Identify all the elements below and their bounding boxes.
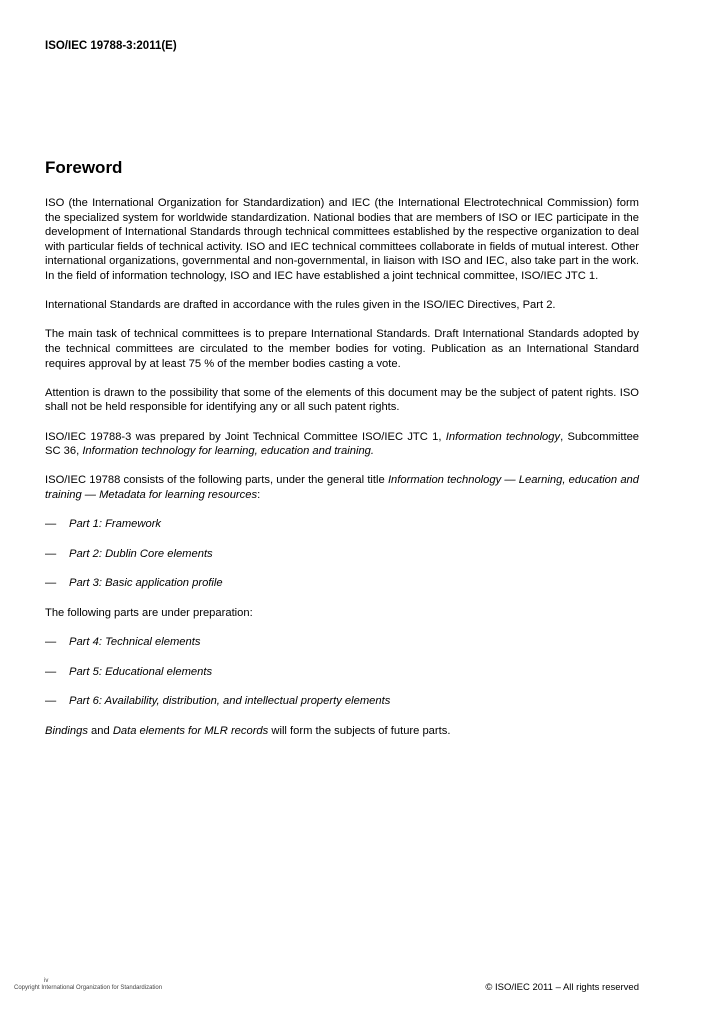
closing-data-elements: Data elements for MLR records <box>112 724 269 737</box>
paragraph-closing <box>45 724 639 739</box>
document-id-header: ISO/IEC 19788-3:2011(E) <box>45 40 177 52</box>
foreword-body <box>45 196 639 753</box>
list-item <box>45 635 639 650</box>
consists-of-colon: : <box>257 488 261 501</box>
paragraph-directives: International Standards are drafted in accordance with the rules given in the ISO/IEC Directives, Part 2. <box>45 299 556 312</box>
paragraph-prepared-by <box>45 430 639 459</box>
dash-bullet: — <box>45 518 57 531</box>
part-label: Part 6: Availability, distribution, and intellectual property elements <box>69 695 391 708</box>
page-number: iv <box>44 978 49 984</box>
part-label: Part 3: Basic application profile <box>69 577 223 590</box>
part-label: Part 2: Dublin Core elements <box>69 547 213 560</box>
dash-bullet: — <box>45 665 57 678</box>
part-label: Part 1: Framework <box>69 518 162 531</box>
dash-bullet: — <box>45 547 57 560</box>
closing-rest: will form the subjects of future parts. <box>268 724 451 737</box>
paragraph-main-task: The main task of technical committees is to prepare International Standards. Draft International Standards adopted by the technical committees are circulated to the member bodies for voting. Publication as an International Standard requires approval by at least 75 % of the member bodies casting a vote. <box>45 328 639 370</box>
list-item <box>45 547 639 562</box>
general-title: Information technology — Learning, education and training — Metadata for learning resources <box>45 474 639 501</box>
section-title: Foreword <box>45 158 123 177</box>
paragraph-consists-of <box>45 473 639 502</box>
dash-bullet: — <box>45 577 57 590</box>
list-item <box>45 665 639 680</box>
paragraph-patent: Attention is drawn to the possibility that some of the elements of this document may be the subject of patent rights. ISO shall not be held responsible for identifying any or all such patent rights. <box>45 386 639 414</box>
copyright-notice: © ISO/IEC 2011 – All rights reserved <box>485 982 639 993</box>
part-label: Part 4: Technical elements <box>69 636 201 649</box>
list-item <box>45 576 639 591</box>
consists-of-text: ISO/IEC 19788 consists of the following parts, under the general title <box>45 474 388 487</box>
list-item <box>45 517 639 532</box>
dash-bullet: — <box>45 636 57 649</box>
prepared-by-title: Information technology <box>445 430 561 443</box>
paragraph-under-preparation: The following parts are under preparation: <box>45 606 253 619</box>
list-item <box>45 694 639 709</box>
copyright-watermark: Copyright International Organization for Standardization <box>14 985 163 991</box>
part-label: Part 5: Educational elements <box>69 665 213 678</box>
prepared-by-text: ISO/IEC 19788-3 was prepared by Joint Technical Committee ISO/IEC JTC 1, <box>45 430 446 443</box>
closing-and: and <box>87 724 113 737</box>
prepared-by-subcommittee: , Subcommittee SC 36, <box>45 430 640 458</box>
dash-bullet: — <box>45 695 57 708</box>
paragraph-intro: ISO (the International Organization for Standardization) and IEC (the International Electrotechnical Commission) form the specialized system for worldwide standardization. National bodies that are members of ISO or IEC participate in the development of International Standards through technical committees established by the respective organization to deal with particular fields of technical activity. ISO and IEC technical committees collaborate in fields of mutual interest. Other international organizations, governmental and non-governmental, in liaison with ISO and IEC, also take part in the work. In the field of information technology, ISO and IEC have established a joint technical committee, ISO/IEC JTC 1. <box>45 197 639 282</box>
prepared-by-sc-title: Information technology for learning, education and training. <box>82 445 374 458</box>
closing-bindings: Bindings <box>45 724 88 737</box>
